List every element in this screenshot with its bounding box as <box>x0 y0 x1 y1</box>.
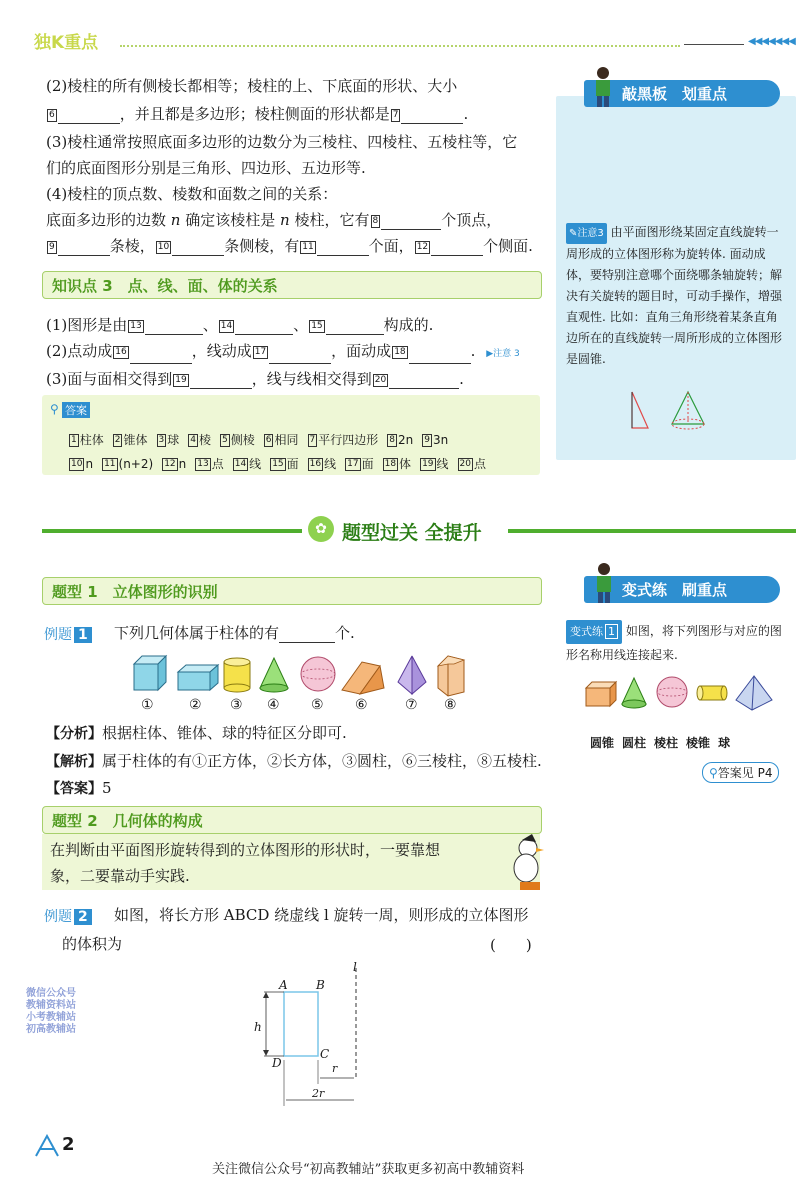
banner-line-left <box>42 529 302 533</box>
answer-item <box>421 433 448 447</box>
answer-number: 8 <box>389 435 395 445</box>
text-span: 个侧面. <box>483 237 533 255</box>
answer-number: 13 <box>197 459 209 469</box>
fig-label-C: C <box>320 1047 330 1061</box>
fill-blank <box>58 109 120 124</box>
practice-names-row <box>590 734 738 751</box>
header-dotted-line <box>120 45 680 47</box>
shape-label: ⑦ <box>405 697 418 713</box>
example1-tag <box>44 624 92 644</box>
solution-text: 属于柱体的有①正方体，②长方体，③圆柱，⑥三棱柱，⑧五棱柱. <box>102 752 542 770</box>
text-span: 底面多边形的边数 <box>46 211 167 229</box>
text-span: 个顶点， <box>441 211 502 229</box>
answer-text: 锥体 <box>123 433 148 447</box>
answer-number: 19 <box>422 459 434 469</box>
blank-number: 18 <box>394 346 406 357</box>
text-line: (2)棱柱的所有侧棱长都相等；棱柱的上、下底面的形状、大小 <box>46 77 458 95</box>
answer-paren[interactable]: ( ) <box>490 936 532 954</box>
answer-number: 16 <box>309 459 322 469</box>
blank-number: 11 <box>302 241 314 252</box>
answer-text: 球 <box>167 433 180 447</box>
answer-text: 线 <box>436 457 449 471</box>
blank-number: 14 <box>220 320 233 331</box>
answer-item <box>344 455 373 472</box>
answer-number: 1 <box>71 435 77 445</box>
text-span: 、 <box>202 316 218 334</box>
header-arrows: ◀◀◀◀◀◀◀ <box>748 36 795 47</box>
analysis-text: 根据柱体、锥体、球的特征区分即可. <box>102 724 347 742</box>
text-line <box>46 104 468 124</box>
fill-blank <box>279 628 335 643</box>
pentagonal-prism-shape <box>438 656 464 696</box>
practice-cylinder-shape <box>697 686 727 700</box>
example2-question: 的体积为 <box>62 935 123 953</box>
practice-tag-num: 1 <box>605 624 618 639</box>
answer-text: 体 <box>399 457 412 471</box>
answer-text: 线 <box>249 457 262 471</box>
answer-number: 15 <box>272 459 284 469</box>
banner-line-right <box>508 529 796 533</box>
watermark-line: 教辅资料站 <box>26 1000 76 1011</box>
text-span: 棱柱，它有 <box>294 211 370 229</box>
text-line: (4)棱柱的顶点数、棱数和面数之间的关系： <box>46 185 338 203</box>
watermark-stack <box>26 988 76 1036</box>
note-reference[interactable]: ▶注意 3 <box>486 349 520 359</box>
text-span: ，并且都是多边形；棱柱侧面的形状都是 <box>119 105 390 123</box>
text-line: 们的底面图形分别是三角形、四边形、五边形等. <box>46 159 366 177</box>
shape-label: ⑧ <box>444 697 457 713</box>
answer-text: n <box>178 457 187 471</box>
text-line: (3)棱柱通常按照底面多边形的边数分为三棱柱、四棱柱、五棱柱等，它 <box>46 133 518 151</box>
text-span: ，线动成 <box>191 342 252 360</box>
practice-tag <box>566 620 622 644</box>
answer-number: 2 <box>114 435 121 445</box>
text-span: 条棱， <box>109 237 155 255</box>
answer-number: 6 <box>265 435 272 445</box>
answer-text: n <box>85 457 94 471</box>
fill-blank <box>145 320 203 335</box>
text-span: 个面， <box>368 237 414 255</box>
answer-text: 点 <box>211 457 224 471</box>
text-span: 个. <box>335 624 355 642</box>
answer-item <box>307 431 379 448</box>
answer-text: 点 <box>473 457 486 471</box>
text-span: . <box>459 370 464 388</box>
example2-tag <box>44 906 92 926</box>
var-n: n <box>280 211 290 229</box>
fill-blank <box>381 215 441 230</box>
shape-name-label: 棱锥 <box>686 736 711 750</box>
text-line <box>46 369 464 389</box>
text-span: 下列几何体属于柱体的有 <box>114 624 280 642</box>
fill-blank <box>269 349 331 364</box>
answer-item <box>386 433 413 447</box>
solid-shapes-row <box>130 652 480 700</box>
solution-label: 【解析】 <box>46 754 102 770</box>
tip-line: 象，二要靠动手实践. <box>50 867 190 885</box>
answer-item <box>68 431 104 448</box>
key-icon: ⚲ <box>709 766 718 780</box>
sphere-shape <box>301 657 335 691</box>
fig-label-A: A <box>279 978 288 992</box>
blank-number: 10 <box>157 241 170 252</box>
fill-blank <box>389 374 459 389</box>
header-line <box>684 44 744 45</box>
answer-row <box>68 429 456 448</box>
answer-item <box>156 431 180 448</box>
cuboid-shape <box>178 665 218 690</box>
text-span: (1)图形是由 <box>46 316 128 334</box>
practice-pyramid-shape <box>736 676 772 710</box>
text-span: 确定该棱柱是 <box>185 211 276 229</box>
fill-blank <box>190 374 252 389</box>
answer-text: 相同 <box>274 433 299 447</box>
blank-number: 12 <box>416 241 429 252</box>
practice-body: 如图，将下列图形与对应的图形名称用线连接起来. <box>566 624 782 662</box>
answer-label: 答案 <box>62 402 90 418</box>
sidebar-note-text <box>566 222 788 370</box>
answer-text: 线 <box>324 457 337 471</box>
blank-number: 16 <box>115 346 127 357</box>
blank-number: 8 <box>372 215 379 226</box>
fig-label-l: l <box>353 960 357 974</box>
cylinder-shape <box>224 658 250 692</box>
shape-label: ③ <box>230 697 243 713</box>
header-logo-text: 独K重点 <box>34 33 99 53</box>
fill-blank <box>317 241 369 256</box>
type2-title: 题型 2 几何体的构成 <box>52 812 203 830</box>
fig-label-D: D <box>272 1056 282 1070</box>
text-line <box>46 236 533 256</box>
shape-label: ① <box>141 697 154 713</box>
answer-line <box>46 778 112 799</box>
fig-label-r: r <box>332 1062 338 1075</box>
answer-label-text: 【答案】 <box>46 781 102 797</box>
pyramid-shape <box>398 656 426 694</box>
fill-blank <box>130 349 192 364</box>
blank-number: 15 <box>311 320 323 331</box>
text-line <box>46 315 433 335</box>
answer-value: 5 <box>102 779 112 797</box>
header-logo <box>34 28 98 53</box>
fill-blank <box>401 109 463 124</box>
fig-label-B: B <box>316 978 325 992</box>
answer-item <box>269 455 298 472</box>
student-figure-icon <box>588 560 620 604</box>
rectangle-rotation-figure <box>230 960 380 1110</box>
shape-label: ⑤ <box>311 697 324 713</box>
answer-text: 面 <box>361 457 374 471</box>
banner-title: 题型过关 全提升 <box>342 522 482 544</box>
answer-item <box>101 457 153 471</box>
watermark-line: 初高教辅站 <box>26 1024 76 1035</box>
note-tag-label: 注意 <box>577 228 598 239</box>
analysis-line <box>46 723 347 744</box>
var-n: n <box>170 211 181 229</box>
kp3-title: 知识点 3 点、线、面、体的关系 <box>52 277 278 295</box>
page-number: 2 <box>62 1134 75 1155</box>
answer-text: 棱 <box>198 433 211 447</box>
example-num: 2 <box>74 909 92 925</box>
text-span: ，线与线相交得到 <box>251 370 372 388</box>
text-line <box>46 210 501 230</box>
text-span: 、 <box>293 316 309 334</box>
shape-label: ④ <box>267 697 280 713</box>
duck-mascot-icon <box>506 834 546 892</box>
answer-number: 7 <box>309 435 316 445</box>
answer-text: 柱体 <box>79 433 104 447</box>
answer-item <box>187 431 211 448</box>
answer-ref-badge[interactable] <box>702 762 779 783</box>
answer-text: 面 <box>286 457 299 471</box>
sidebar-bottom-header-text: 变式练 刷重点 <box>622 581 728 599</box>
answer-number: 20 <box>459 459 471 469</box>
cube-shape <box>134 656 166 690</box>
shape-name-label: 球 <box>718 736 731 750</box>
shape-name-label: 圆锥 <box>590 736 615 750</box>
note-tag: ✎注意3 <box>566 223 607 244</box>
shape-label: ⑥ <box>355 697 368 713</box>
answer-number: 4 <box>190 435 196 445</box>
answer-item <box>232 455 261 472</box>
example-label: 例题 <box>44 909 72 925</box>
practice-tag-label: 变式练 <box>570 625 603 638</box>
answer-number: 11 <box>104 459 116 469</box>
blank-number: 6 <box>49 109 55 120</box>
answer-number: 10 <box>71 459 83 469</box>
answer-item <box>194 455 223 472</box>
answer-item <box>457 455 486 472</box>
teacher-figure-icon <box>586 64 620 108</box>
blank-number: 17 <box>254 346 267 357</box>
page-corner-icon <box>34 1134 60 1158</box>
answer-item <box>219 431 255 448</box>
answer-text: 侧棱 <box>230 433 255 447</box>
fill-blank <box>409 349 471 364</box>
answer-text: 3n <box>432 433 449 447</box>
answer-number: 18 <box>384 459 397 469</box>
answer-ref-text: 答案见 P4 <box>717 766 773 780</box>
example-label: 例题 <box>44 627 72 643</box>
solution-line <box>46 751 542 772</box>
practice-cone-shape <box>622 678 646 708</box>
answer-item <box>263 431 299 448</box>
example2-question: 如图，将长方形 ABCD 绕虚线 l 旋转一周，则形成的立体图形 <box>114 906 529 924</box>
answer-number: 12 <box>164 459 176 469</box>
answer-number: 17 <box>347 459 359 469</box>
answer-item <box>307 455 336 472</box>
shape-labels-row <box>130 697 480 715</box>
cone-shape <box>260 658 288 692</box>
answer-text: 平行四边形 <box>318 433 379 447</box>
note-tag-num: 3 <box>597 228 604 239</box>
blank-number: 9 <box>49 241 55 252</box>
blank-number: 13 <box>130 320 142 331</box>
practice-prism-shape <box>586 682 616 706</box>
practice-text <box>566 620 788 666</box>
example-num: 1 <box>74 627 92 643</box>
tip-line: 在判断由平面图形旋转得到的立体图形的形状时，一要靠想 <box>50 841 441 859</box>
text-span: (3)面与面相交得到 <box>46 370 173 388</box>
shape-name-label: 棱柱 <box>654 736 679 750</box>
answer-item <box>112 431 148 448</box>
text-span: (2)点动成 <box>46 342 113 360</box>
answer-text: 2n <box>397 433 414 447</box>
shape-name-label: 圆柱 <box>622 736 647 750</box>
blank-number: 20 <box>374 374 387 385</box>
fig-label-h: h <box>254 1020 262 1034</box>
triangular-prism-shape <box>342 662 384 694</box>
note-body: 由平面图形绕某固定直线旋转一周形成的立体图形称为旋转体. 面动成体，要特别注意哪个面绕哪条轴旋转；解决有关旋转的题目时，可动手操作，增强直观性. 比如：直角三角形绕着某条直角边所在的直线旋转一周所形成的立体图形是圆锥. <box>566 225 783 366</box>
analysis-label: 【分析】 <box>46 726 102 742</box>
text-span: . <box>470 342 476 360</box>
shape-label: ② <box>189 697 202 713</box>
answer-number: 5 <box>222 435 228 445</box>
answer-item <box>68 457 93 471</box>
answer-number: 14 <box>234 459 247 469</box>
answer-item <box>419 455 448 472</box>
answer-item <box>161 457 186 471</box>
footer-note: 关注微信公众号“初高教辅站”获取更多初高中教辅资料 <box>212 1162 525 1177</box>
watermark-line: 微信公众号 <box>26 988 76 999</box>
answer-row <box>68 453 494 472</box>
type1-title: 题型 1 立体图形的识别 <box>52 583 218 601</box>
fig-label-2r: 2r <box>312 1087 325 1100</box>
banner-icon: ✿ <box>308 516 334 542</box>
fill-blank <box>172 241 224 256</box>
text-line <box>46 341 520 364</box>
watermark-line: 小考教辅站 <box>26 1012 76 1023</box>
fill-blank <box>235 320 293 335</box>
answer-key-icon: ⚲ <box>50 402 59 416</box>
practice-shapes-row <box>584 674 794 714</box>
answer-text: (n+2) <box>118 457 154 471</box>
text-span: 构成的. <box>383 316 434 334</box>
text-span: 条侧棱，有 <box>224 237 300 255</box>
answer-item <box>382 455 411 472</box>
answer-number: 9 <box>424 435 430 445</box>
sidebar-top-header-text: 敲黑板 划重点 <box>622 85 728 103</box>
answer-number: 3 <box>158 435 165 445</box>
fill-blank <box>326 320 384 335</box>
fill-blank <box>58 241 110 256</box>
blank-number: 7 <box>392 109 399 120</box>
text-span: ，面动成 <box>331 342 392 360</box>
fill-blank <box>431 241 483 256</box>
blank-number: 19 <box>175 374 187 385</box>
example1-question <box>114 623 355 643</box>
period: . <box>463 105 469 123</box>
practice-sphere-shape <box>657 677 687 707</box>
triangle-cone-figure <box>624 388 724 434</box>
